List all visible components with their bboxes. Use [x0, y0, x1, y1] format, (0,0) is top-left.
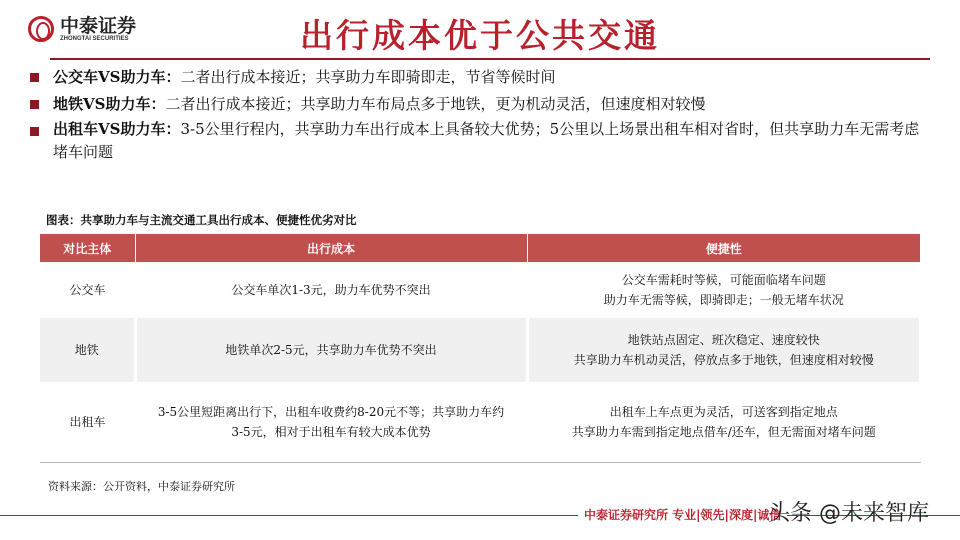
- title-divider: [50, 58, 930, 60]
- bullet-item: [30, 118, 930, 164]
- table-row: [40, 382, 921, 462]
- cell-subject: 地铁: [40, 318, 135, 382]
- watermark: 头条 @未来智库: [768, 501, 929, 526]
- table-header-row: [40, 234, 921, 262]
- bullet-text: 3-5公里行程内，共享助力车出行成本上具备较大优势；5公里以上场景出租车相对省时，但共享助力车无需考虑堵车问题: [53, 120, 920, 161]
- table-row: [40, 262, 921, 318]
- header-convenience: 便捷性: [527, 234, 921, 262]
- cell-cost: 3-5公里短距离出行下，出租车收费约8-20元不等；共享助力车约3-5元，相对于出租车有较大成本优势: [135, 382, 527, 462]
- cell-convenience: [527, 318, 921, 382]
- convenience-line: 共享助力车需到指定地点借车/还车，但无需面对堵车问题: [571, 424, 876, 439]
- convenience-line: 助力车无需等候，即骑即走；一般无堵车状况: [603, 293, 844, 307]
- bullet-list: [30, 64, 930, 164]
- bullet-square-icon: [30, 73, 39, 82]
- header-cost: 出行成本: [135, 234, 527, 262]
- slide-title: 出行成本优于公共交通: [300, 16, 660, 55]
- convenience-line: 地铁站点固定、班次稳定、速度较快: [627, 333, 820, 347]
- cell-subject: 出租车: [40, 382, 135, 462]
- convenience-line: 出租车上车点更为灵活，可送客到指定地点: [609, 404, 838, 419]
- source-note: 资料来源：公开资料，中泰证券研究所: [48, 480, 235, 493]
- bullet-head: 公交车VS助力车：: [53, 68, 181, 86]
- bullet-item: [30, 91, 930, 118]
- bullet-square-icon: [30, 100, 39, 109]
- comparison-table: [40, 234, 922, 463]
- bullet-item: [30, 64, 930, 91]
- logo-cn: 中泰证券: [60, 15, 137, 37]
- bullet-head: 出租车VS助力车：: [53, 120, 181, 138]
- logo-en: ZHONGTAI SECURITIES: [60, 36, 129, 42]
- table-row: [40, 318, 921, 382]
- convenience-line: 公交车需耗时等候，可能面临堵车问题: [621, 273, 826, 287]
- logo-icon: [28, 16, 54, 42]
- bullet-text: 二者出行成本接近；共享助力车即骑即走，节省等候时间: [180, 68, 556, 86]
- header-subject: 对比主体: [40, 234, 135, 262]
- footer-slogan: 中泰证券研究所 专业|领先|深度|诚信: [578, 506, 787, 523]
- company-logo: [28, 16, 136, 42]
- cell-subject: 公交车: [69, 283, 106, 297]
- cell-cost: 公交车单次1-3元，助力车优势不突出: [231, 283, 431, 297]
- cell-convenience: [527, 262, 921, 318]
- bullet-head: 地铁VS助力车：: [53, 95, 166, 113]
- bullet-square-icon: [30, 127, 39, 136]
- table-caption: 图表：共享助力车与主流交通工具出行成本、便捷性优劣对比: [46, 213, 357, 227]
- convenience-line: 共享助力车机动灵活，停放点多于地铁，但速度相对较慢: [573, 353, 874, 367]
- cell-cost: 地铁单次2-5元，共享助力车优势不突出: [135, 318, 527, 382]
- bullet-text: 二者出行成本接近；共享助力车布局点多于地铁，更为机动灵活，但速度相对较慢: [165, 95, 706, 113]
- cell-convenience: [527, 382, 921, 462]
